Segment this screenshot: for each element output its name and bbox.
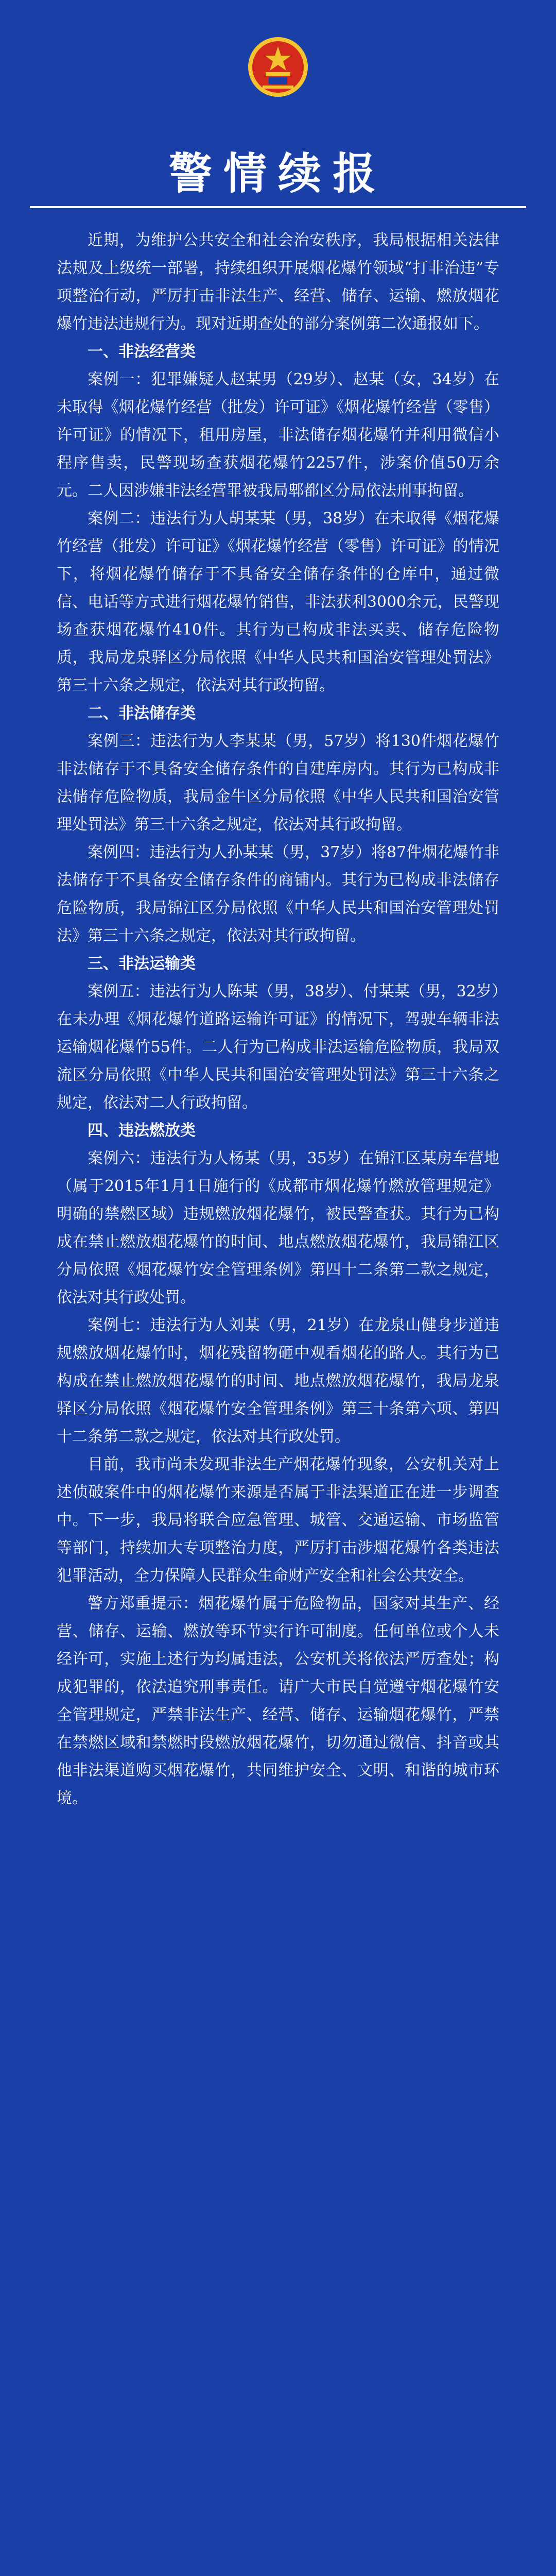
section-heading-illegal-storage: 二、非法储存类 [88, 704, 196, 722]
section-heading-illegal-transport: 三、非法运输类 [88, 955, 196, 973]
case-4-paragraph: 案例四：违法行为人孙某某（男，37岁）将87件烟花爆竹非法储存于不具备安全储存条件的商铺内。其行为已构成非法储存危险物质，我局锦江区分局依照《中华人民共和国治安管理处罚法》第三十六条之规定，依法对其行政拘留。 [57, 843, 499, 945]
case-1-paragraph: 案例一：犯罪嫌疑人赵某男（29岁）、赵某（女，34岁）在未取得《烟花爆竹经营（批发）许可证》《烟花爆竹经营（零售）许可证》的情况下，租用房屋，非法储存烟花爆竹并利用微信小程序售卖，民警现场查获烟花爆竹2257件，涉案价值50万余元。二人因涉嫌非法经营罪被我局郫都区分局依法刑事拘留。 [57, 370, 499, 500]
case-2-paragraph: 案例二：违法行为人胡某某（男，38岁）在未取得《烟花爆竹经营（批发）许可证》《烟花爆竹经营（零售）许可证》的情况下，将烟花爆竹储存于不具备安全储存条件的仓库中，通过微信、电话等方式进行烟花爆竹销售，非法获利3000余元，民警现场查获烟花爆竹410件。其行为已构成非法买卖、储存危险物质，我局龙泉驿区分局依照《中华人民共和国治安管理处罚法》第三十六条之规定，依法对其行政拘留。 [57, 510, 499, 694]
section-heading-illegal-business: 一、非法经营类 [88, 343, 196, 361]
police-emblem-icon [247, 36, 309, 98]
closing-paragraph: 目前，我市尚未发现非法生产烟花爆竹现象，公安机关对上述侦破案件中的烟花爆竹来源是否属于非法渠道正在进一步调查中。下一步，我局将联合应急管理、城管、交通运输、市场监管等部门，持续加大专项整治力度，严厉打击涉烟花爆竹各类违法犯罪活动，全力保障人民群众生命财产安全和社会公共安全。 [57, 1455, 499, 1585]
case-5-paragraph: 案例五：违法行为人陈某（男，38岁）、付某某（男，32岁）在未办理《烟花爆竹道路运输许可证》的情况下，驾驶车辆非法运输烟花爆竹55件。二人行为已构成非法运输危险物质，我局双流区分局依照《中华人民共和国治安管理处罚法》第三十六条之规定，依法对二人行政拘留。 [57, 982, 499, 1112]
intro-paragraph: 近期，为维护公共安全和社会治安秩序，我局根据相关法律法规及上级统一部署，持续组织开展烟花爆竹领域“打非治违”专项整治行动，严厉打击非法生产、经营、储存、运输、燃放烟花爆竹违法违规行为。现对近期查处的部分案例第二次通报如下。 [57, 231, 499, 333]
section-heading-illegal-discharge: 四、违法燃放类 [88, 1122, 196, 1140]
police-warning-paragraph: 警方郑重提示：烟花爆竹属于危险物品，国家对其生产、经营、储存、运输、燃放等环节实行许可制度。任何单位或个人未经许可，实施上述行为均属违法，公安机关将依法严厉查处；构成犯罪的，依法追究刑事责任。请广大市民自觉遵守烟花爆竹安全管理规定，严禁非法生产、经营、储存、运输烟花爆竹，严禁在禁燃区域和禁燃时段燃放烟花爆竹，切勿通过微信、抖音或其他非法渠道购买烟花爆竹，共同维护安全、文明、和谐的城市环境。 [57, 1595, 499, 1807]
case-3-paragraph: 案例三：违法行为人李某某（男，57岁）将130件烟花爆竹非法储存于不具备安全储存条件的自建库房内。其行为已构成非法储存危险物质，我局金牛区分局依照《中华人民共和国治安管理处罚法》第三十六条之规定，依法对其行政拘留。 [57, 732, 499, 834]
notice-body [57, 227, 499, 1812]
title-divider [30, 206, 526, 208]
page-title: 警情续报 [168, 148, 387, 199]
case-6-paragraph: 案例六：违法行为人杨某（男，35岁）在锦江区某房车营地（属于2015年1月1日施行的《成都市烟花爆竹燃放管理规定》明确的禁燃区域）违规燃放烟花爆竹，被民警查获。其行为已构成在禁止燃放烟花爆竹的时间、地点燃放烟花爆竹，我局锦江区分局依照《烟花爆竹安全管理条例》第四十二条第二款之规定，依法对其行政处罚。 [57, 1149, 499, 1307]
case-7-paragraph: 案例七：违法行为人刘某（男，21岁）在龙泉山健身步道违规燃放烟花爆竹时，烟花残留物砸中观看烟花的路人。其行为已构成在禁止燃放烟花爆竹的时间、地点燃放烟花爆竹，我局龙泉驿区分局依照《烟花爆竹安全管理条例》第三十条第六项、第四十二条第二款之规定，依法对其行政处罚。 [57, 1316, 499, 1446]
